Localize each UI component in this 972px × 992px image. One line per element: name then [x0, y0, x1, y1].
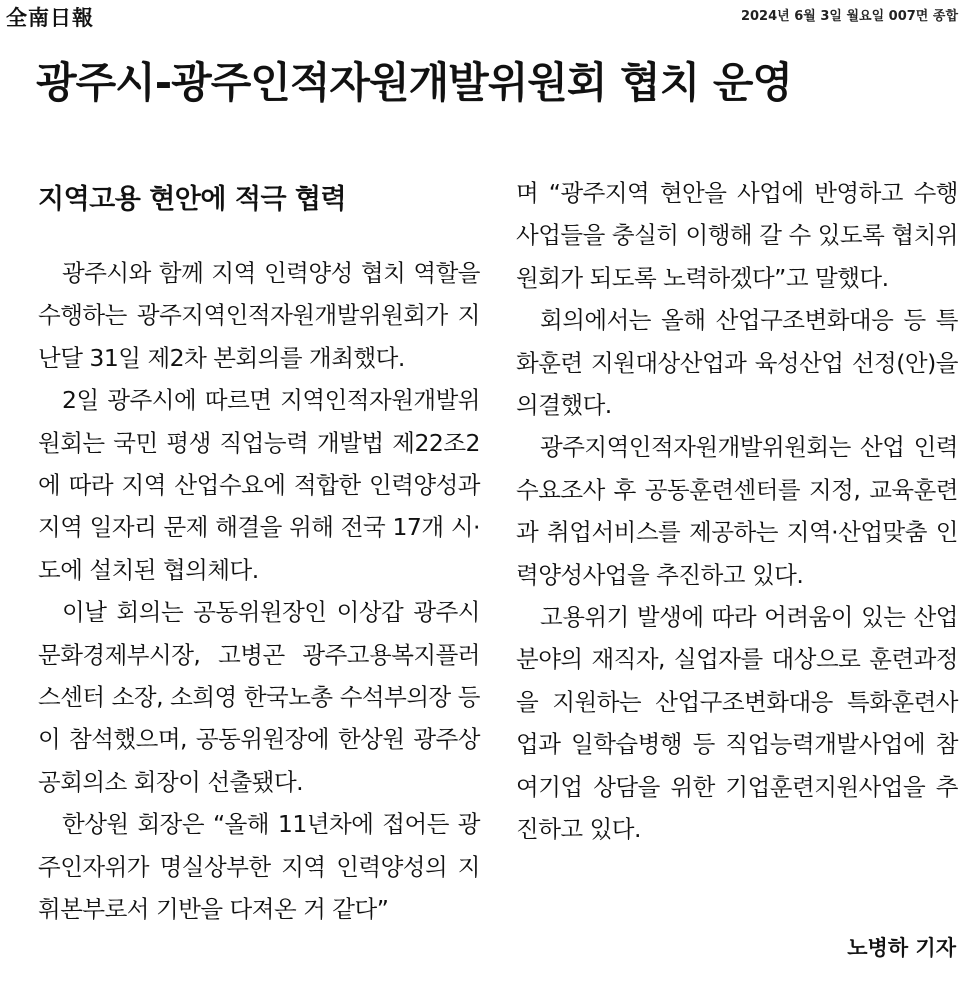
article-paragraph: 2일 광주시에 따르면 지역인적자원개발위원회는 국민 평생 직업능력 개발법 제22조2에 따라 지역 산업수요에 적합한 인력양성과 지역 일자리 문제 해결을 위해 전국 17개 시·도에 설치된 협의체다. — [38, 386, 480, 584]
article-byline: 노병하 기자 — [847, 936, 956, 960]
article-paragraph: 광주시와 함께 지역 인력양성 협치 역할을 수행하는 광주지역인적자원개발위원회가 지난달 31일 제2차 본회의를 개최했다. — [38, 259, 480, 372]
article-headline: 광주시-광주인적자원개발위원회 협치 운영 — [36, 58, 792, 107]
article-paragraph: 광주지역인적자원개발위원회는 산업 인력 수요조사 후 공동훈련센터를 지정, 교육훈련과 취업서비스를 제공하는 지역·산업맞춤 인력양성사업을 추진하고 있다. — [516, 433, 958, 589]
article-paragraph: 회의에서는 올해 산업구조변화대응 등 특화훈련 지원대상산업과 육성산업 선정(안)을 의결했다. — [516, 306, 958, 420]
article-paragraph-continuation: 며 “광주지역 현안을 사업에 반영하고 수행사업들을 충실히 이행해 갈 수 있도록 협치위원회가 되도록 노력하겠다”고 말했다. — [516, 179, 958, 292]
article-column-left — [38, 172, 480, 931]
article-subheadline: 지역고용 현안에 적극 협력 — [38, 184, 347, 215]
article-paragraph: 한상원 회장은 “올해 11년차에 접어든 광주인자위가 명실상부한 지역 인력양성의 지휘본부로서 기반을 다져온 거 같다” — [38, 810, 480, 924]
article-column-right — [516, 172, 958, 851]
article-paragraph: 이날 회의는 공동위원장인 이상갑 광주시 문화경제부시장, 고병곤 광주고용복지플러스센터 소장, 소희영 한국노총 수석부의장 등이 참석했으며, 공동위원장에 한상원 광주상공회의소 회장이 선출됐다. — [38, 598, 480, 796]
newspaper-masthead: 全南日報 — [6, 5, 94, 30]
article-paragraph: 고용위기 발생에 따라 어려움이 있는 산업분야의 재직자, 실업자를 대상으로 훈련과정을 지원하는 산업구조변화대응 특화훈련사업과 일학습병행 등 직업능력개발사업에 참여기업 상담을 위한 기업훈련지원사업을 추진하고 있다. — [516, 603, 958, 844]
publication-dateline: 2024년 6월 3일 월요일 007면 종합 — [740, 9, 958, 24]
